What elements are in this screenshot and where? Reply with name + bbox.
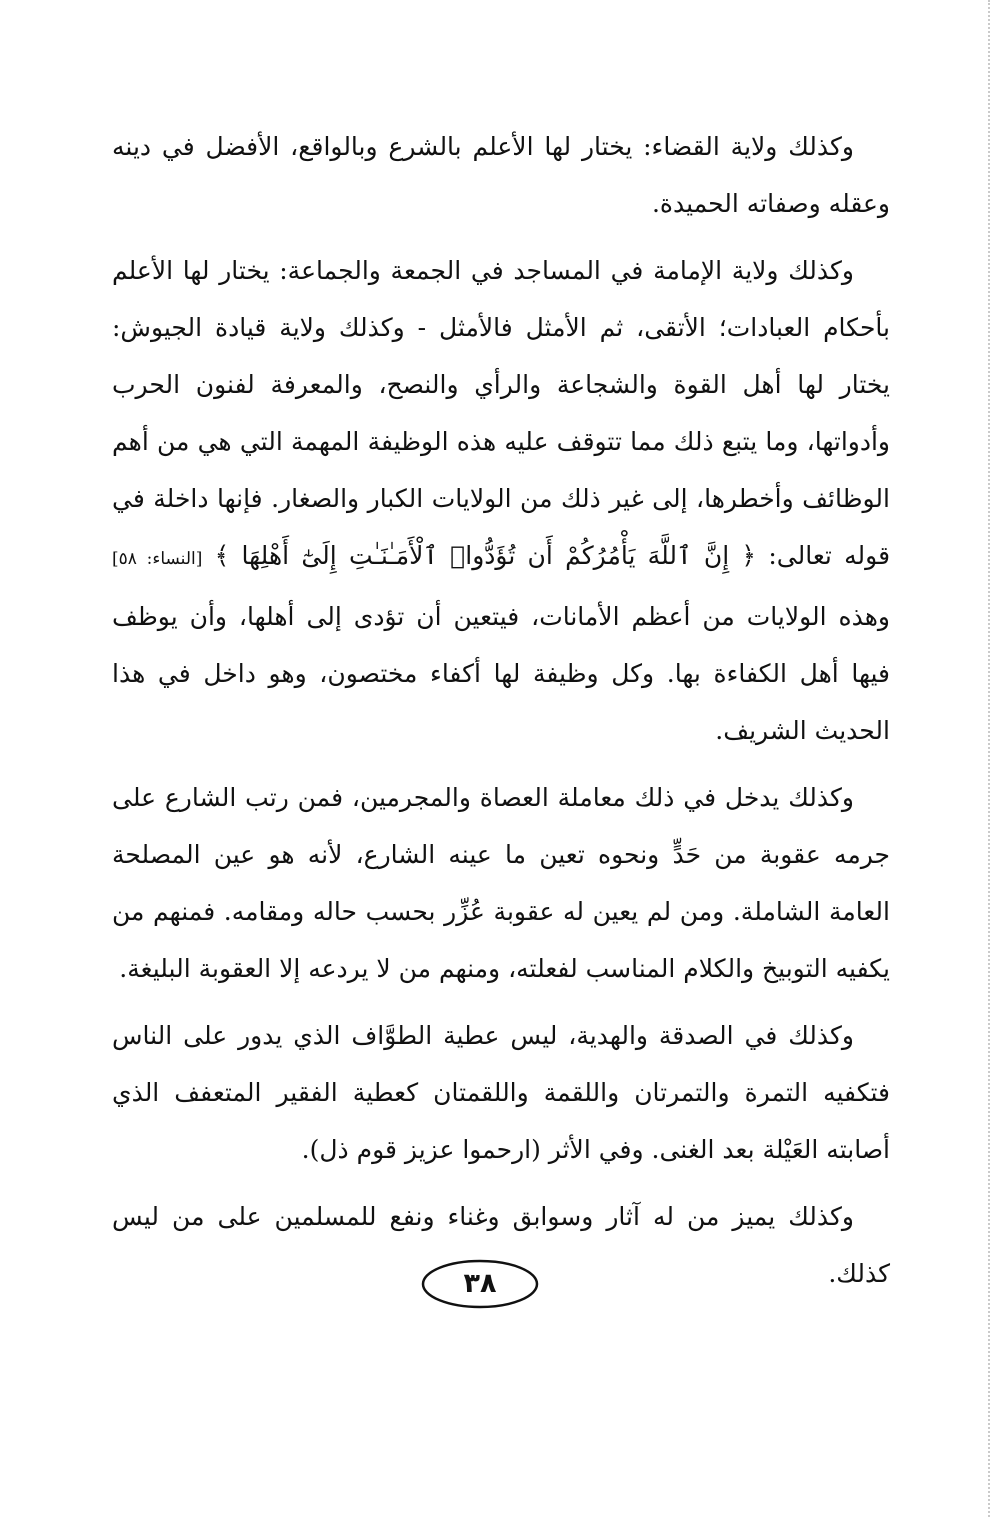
- paragraph-distinction: وكذلك يميز من له آثار وسوابق وغناء ونفع للمسلمين على من ليس كذلك.: [112, 1202, 890, 1288]
- paragraph-imamate: [112, 242, 890, 759]
- paragraph-judiciary: وكذلك ولاية القضاء: يختار لها الأعلم بالشرع وبالواقع، الأفضل في دينه وعقله وصفاته الحميدة.: [112, 132, 890, 218]
- paragraph-charity: وكذلك في الصدقة والهدية، ليس عطية الطوَّاف الذي يدور على الناس فتكفيه التمرة والتمرتان واللقمة واللقمتان كعطية الفقير المتعفف الذي أصابته العَيْلة بعد الغنى. وفي الأثر (ارحموا عزيز قوم ذل).: [112, 1021, 890, 1164]
- page-number: ٣٨: [463, 1268, 497, 1299]
- page-edge-dots: [988, 0, 992, 1517]
- verse-reference: [النساء: ٥٨]: [112, 549, 203, 569]
- paragraph-offenders: وكذلك يدخل في ذلك معاملة العصاة والمجرمين، فمن رتب الشارع على جرمه عقوبة من حَدٍّ ونحوه تعين ما عينه الشارع، لأنه هو عين المصلحة العامة الشاملة. ومن لم يعين له عقوبة عُزِّر بحسب حاله ومقامه. فمنهم من يكفيه التوبيخ والكلام المناسب لفعلته، ومنهم من لا يردعه إلا العقوبة البليغة.: [112, 783, 890, 983]
- paragraph-imamate-continuation: وهذه الولايات من أعظم الأمانات، فيتعين أن تؤدى إلى أهلها، وأن يوظف فيها أهل الكفاءة بها. وكل وظيفة لها أكفاء مختصون، وهو داخل في هذا الحديث الشريف.: [112, 602, 890, 745]
- paragraph-imamate-text: وكذلك ولاية الإمامة في المساجد في الجمعة والجماعة: يختار لها الأعلم بأحكام العبادات؛ الأتقى، ثم الأمثل فالأمثل - وكذلك ولاية قيادة الجيوش: يختار لها أهل القوة والشجاعة والرأي والنصح، والمعرفة لفنون الحرب وأدواتها، وما يتبع ذلك مما تتوقف عليه هذه الوظيفة المهمة التي هي من أهم الوظائف وأخطرها، إلى غير ذلك من الولايات الكبار والصغار. فإنها داخلة في قوله تعالى:: [112, 256, 891, 570]
- body-text: [112, 118, 890, 1312]
- quran-verse: ﴿ إِنَّ ٱللَّهَ يَأْمُرُكُمْ أَن تُؤَدُّوا۟ ٱلْأَمَـٰنَـٰتِ إِلَىٰٓ أَهْلِهَا ﴾: [214, 541, 757, 570]
- page-number-badge: [420, 1258, 540, 1310]
